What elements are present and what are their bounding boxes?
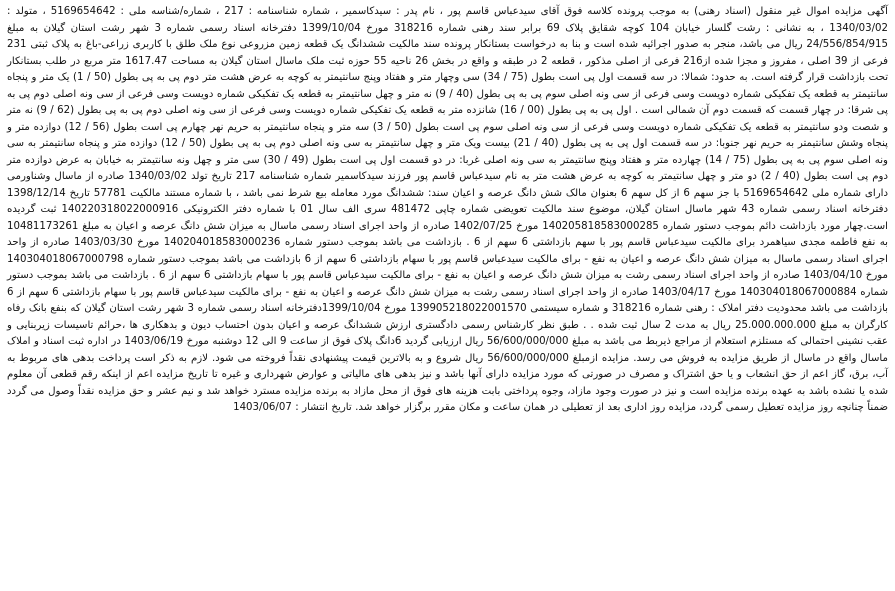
- auction-notice: [7, 4, 888, 587]
- notice-body-text: آگهی مزایده اموال غیر منقول (اسناد رهنی) به موجب پرونده کلاسه فوق آقای سیدعباس قاسم پور ، نام پدر : سیدکاسمیر ، شماره شناسنامه : 217 ، شماره/شناسه ملی : 5169654642 ، متولد : 1340/03/02 ، به نشانی : رشت گلسار خیابان 104 کوچه شقایق پلاک 69 برابر سند رهنی شماره 318216 مورخ 1399/10/04 دفترخانه اسناد رسمی شماره 3 شهر رشت استان گیلان به مبلغ 24/556/854/915 ریال می باشد، منجر به صدور اجرائیه شده است و بنا به درخواست بستانکار پرونده سند مالکیت ششدانگ یک قطعه زمین مزروعی نوع ملک طلق با کاربری زراعی-باغ به پلاک ثبتی 231 فرعی از 39 اصلی ، مفروز و مجزا شده از216 فرعی از اصلی مذکور ، قطعه 2 در طبقه و واقع در بخش 26 ناحیه 55 حوزه ثبت ملک ماسال استان گیلان به مساحت 1617.47 متر مربع در طلب بستانکار تحت بازداشت قرار گرفته است. به حدود: شمالا: در سه قسمت اول پی است بطول (75 / 34) سی وچهار متر و هفتاد وپنج سانتیمتر به کوچه به عرض هشت متر دوم پی به پی بطول (50 / 1) یک متر و پنجاه سانتیمتر به قطعه یک تفکیکی شماره دویست وسی فرعی از سی ونه اصلی سوم پی به پی بطول (40 / 9) نه متر و چهل سانتیمتر به قطعه یک تفکیکی شماره دویست وسی فرعی از سی ونه اصلی دوم پی به پی شرقا: در چهار قسمت که قسمت دوم آن شمالی است . اول پی به پی بطول (00 / 16) شانزده متر به قطعه یک تفکیکی شماره دویست وسی فرعی از سی ونه اصلی دوم پی به پی بطول (62 / 9) نه متر و شصت ودو سانتیمتر به قطعه یک تفکیکی شماره دویست وسی فرعی از سی ونه اصلی سوم پی است بطول (50 / 3) سه متر و پنجاه سانتیمتر به حریم نهر چهارم پی است بطول (56 / 12) دوازده متر و پنجاه وشش سانتیمتر به حریم نهر جنوبا: در سه قسمت اول پی به پی بطول (40 / 21) بیست ویک متر و چهل سانتیمتر به سی ونه اصلی دوم پی به پی بطول (50 / 12) دوازده متر و پنجاه سانتیمتر به سی ونه اصلی سوم پی به پی بطول (75 / 14) چهارده متر و هفتاد وپنج سانتیمتر به سی ونه اصلی غربا: در دو قسمت اول پی است بطول (49 / 30) سی متر و چهل ونه سانتیمتر به خیابان به عرض دوازده متر دوم پی است بطول (40 / 2) دو متر و چهل سانتیمتر به کوچه به عرض هشت متر به نام سیدعباس قاسم پور فرزند سیدکاسمیر شماره شناسنامه 217 تاریخ تولد 1340/03/02 صادره از ماسال وشناورمی دارای شماره ملی 5169654642 با جز سهم 6 از کل سهم 6 بعنوان مالک شش دانگ عرصه و اعیان سند: ششدانگ مورد معامله بیع شرط نمی باشد ، با شماره مستند مالکیت 57781 تاریخ 1398/12/14 دفترخانه اسناد رسمی شماره 43 شهر ماسال استان گیلان، موضوع سند مالکیت تعویضی شماره چاپی 481472 سری الف سال 01 با شماره دفتر الکترونیکی 140220318022000916 ثبت گردیده است.چهار مورد بازداشت دائم بموجب دستور شماره 140205818583000285 مورخ 1402/07/25 صادره از واحد اجرای اسناد رسمی ماسال به میزان شش دانگ عرصه و اعیان به مبلغ 10481173261 به نفع فاطمه مجدی سیاهمرد برای مالکیت سیدعباس قاسم پور با سهم بازداشتی 6 سهم از 6 . بازداشت می باشد بموجب دستور شماره 140204018583000236 مورخ 1403/03/30 صادره از واحد اجرای اسناد رسمی ماسال به میزان شش دانگ عرصه و اعیان به نفع - برای مالکیت سیدعباس قاسم پور با سهام بازداشتی 6 سهم از 6 بازداشت می باشد بموجب دستور شماره 140304018067000798 مورخ 1403/04/10 صادره از واحد اجرای اسناد رسمی رشت به میزان شش دانگ عرصه و اعیان به نفع - برای مالکیت سیدعباس قاسم پور با سهام بازداشتی 6 سهم از 6 . بازداشت می باشد بموجب دستور شماره 140304018067000884 مورخ 1403/04/17 صادره از واحد اجرای اسناد رسمی رشت به میزان شش دانگ عرصه و اعیان به نفع - برای مالکیت سیدعباس قاسم پور با سهام بازداشتی 6 سهم از 6 بازداشت می باشد محدودیت دفتر املاک : رهنی شماره 318216 و شماره سیستمی 139905218022001570 مورخ 1399/10/04دفترخانه اسناد رسمی شماره 3 شهر رشت استان گیلان که بنفع بانک رفاه کارگران به مبلغ 25.000.000.000 ریال به مدت 2 سال ثبت شده . . طبق نظر کارشناس رسمی دادگستری ارزش ششدانگ عرصه و اعیان بدون احتساب دیون و بدهکاری ها ،حرائم تاسیسات زیربنایی و عقب نشینی احتمالی که مستلزم استعلام از مراجع ذیربط می باشد به مبلغ 56/600/000/000 ریال ارزیابی گردید 6دانگ پلاک فوق از ساعت 9 الی 12 دوشنبه مورخ 1403/06/19 در اداره ثبت اسناد و املاک ماسال واقع در ماسال از طریق مزایده به فروش می رسد. مزایده ازمبلغ 56/600/000/000 ریال شروع و به بالاترین قیمت پیشنهادی نقداً فروخته می شود. لازم به ذکر است پرداخت بدهی های مربوط به آب، برق، گاز اعم از حق انشعاب و یا حق اشتراک و مصرف در صورتی که مورد مزایده دارای آنها باشد و نیز بدهی های مالیاتی و عوارض شهرداری و غیره تا تاریخ مزایده اعم از اینکه رقم قطعی آن معلوم شده یا نشده باشد به عهده برنده مزایده است و نیز در صورت وجود مازاد، وجوه پرداختی بابت هزینه های فوق از محل مازاد به برنده مزایده مسترد خواهد شد و نیم عشر و حق مزایده نقداً وصول می گردد ضمناً چنانچه روز مزایده تعطیل رسمی گردد، مزایده روز اداری بعد از تعطیلی در همان ساعت و مکان مقرر برگزار خواهد شد. تاریخ انتشار : 1403/06/07: [7, 6, 889, 413]
